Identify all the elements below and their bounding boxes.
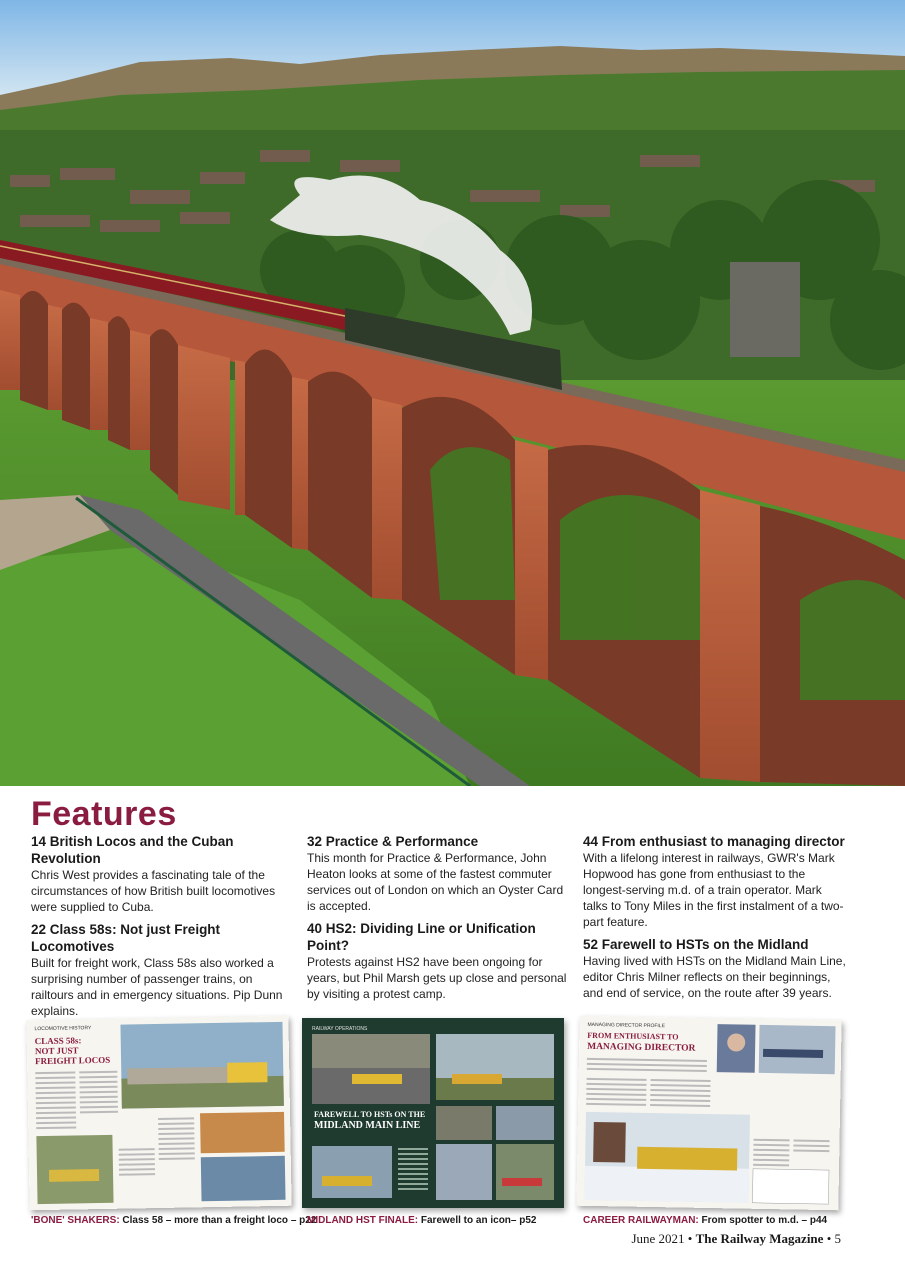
spread-kicker: RAILWAY OPERATIONS [312, 1026, 368, 1032]
spread-headline: MANAGING DIRECTOR [587, 1041, 696, 1054]
spread-photo [200, 1112, 285, 1153]
spread-kicker: MANAGING DIRECTOR PROFILE [587, 1021, 665, 1030]
thumbnail-hst-spread[interactable] [302, 1018, 564, 1208]
feature-item[interactable] [307, 833, 572, 914]
feature-heading: 22 Class 58s: Not just Freight Locomotives [31, 922, 221, 954]
feature-summary: This month for Practice & Performance, John Heaton looks at some of the fastest commuter services out of London on which an Oyster Card is accepted. [307, 851, 564, 913]
folio-separator: • [684, 1231, 696, 1246]
caption-highlight: MIDLAND HST FINALE: [307, 1215, 419, 1226]
spread-kicker: LOCOMOTIVE HISTORY [34, 1025, 92, 1033]
page-number: 5 [834, 1231, 841, 1246]
feature-heading: 14 British Locos and the Cuban Revolution [31, 834, 234, 866]
spread-photo [436, 1144, 492, 1200]
spread-headline: FROM ENTHUSIAST TO [587, 1030, 679, 1042]
spread-headline: MIDLAND MAIN LINE [314, 1120, 421, 1131]
caption-class58 [31, 1215, 316, 1226]
feature-item[interactable] [31, 833, 296, 915]
folio-separator: • [823, 1231, 835, 1246]
issue-date: June 2021 [631, 1231, 685, 1246]
spread-headline: FREIGHT LOCOS [34, 1054, 111, 1067]
caption-text: Class 58 – more than a freight loco – p22 [119, 1215, 317, 1226]
feature-item[interactable] [583, 833, 848, 930]
fact-box [752, 1169, 829, 1204]
feature-heading: 44 From enthusiast to managing director [583, 834, 845, 849]
spread-headline: NOT JUST [34, 1045, 79, 1057]
stone-tower [730, 262, 800, 357]
text-lines [398, 1148, 428, 1190]
feature-item[interactable] [583, 936, 848, 1001]
thumbnail-md-spread[interactable] [576, 1016, 841, 1211]
feature-summary: Built for freight work, Class 58s also worked a surprising number of passenger trains, on railtours and in emergency situations. Pip Dunn explains. [31, 956, 283, 1018]
thumbnail-class58-spread[interactable] [26, 1016, 291, 1211]
caption-highlight: 'BONE' SHAKERS: [31, 1215, 120, 1226]
page-folio [631, 1231, 841, 1247]
feature-summary: With a lifelong interest in railways, GWR's Mark Hopwood has gone from enthusiast to the longest-serving m.d. of a train operator. Mark talks to Tony Miles in the first instalment of a two-part feature. [583, 851, 844, 929]
spread-preview [302, 1018, 564, 1208]
feature-summary: Having lived with HSTs on the Midland Main Line, editor Chris Milner reflects on their beginnings, and end of service, on the route after 39 years. [583, 954, 846, 1000]
spread-preview [26, 1016, 291, 1211]
feature-heading: 32 Practice & Performance [307, 834, 479, 849]
feature-item[interactable] [31, 921, 296, 1019]
features-column-2 [307, 833, 572, 1008]
spread-photo [436, 1106, 492, 1140]
spread-photo [312, 1146, 392, 1198]
caption-md [583, 1215, 827, 1226]
feature-heading: 52 Farewell to HSTs on the Midland [583, 937, 809, 952]
caption-text: Farewell to an icon– p52 [418, 1215, 537, 1226]
feature-item[interactable] [307, 920, 572, 1002]
spread-headline: CLASS 58s: [34, 1035, 82, 1047]
feature-summary: Protests against HS2 have been ongoing for years, but Phil Marsh gets up close and personal by visiting a protest camp. [307, 955, 567, 1001]
spread-preview [576, 1016, 841, 1211]
features-heading: Features [31, 795, 177, 833]
spread-photo [496, 1144, 554, 1200]
features-column-3 [583, 833, 848, 1007]
features-column-1 [31, 833, 296, 1025]
caption-hst [307, 1215, 536, 1226]
caption-highlight: CAREER RAILWAYMAN: [583, 1215, 699, 1226]
feature-summary: Chris West provides a fascinating tale of the circumstances of how British built locomotives were supplied to Cuba. [31, 868, 276, 914]
spread-headline: FAREWELL TO HSTs ON THE [314, 1110, 426, 1119]
caption-text: From spotter to m.d. – p44 [698, 1215, 828, 1226]
feature-heading: 40 HS2: Dividing Line or Unification Point? [307, 921, 536, 953]
magazine-name: The Railway Magazine [695, 1231, 824, 1246]
spread-photo [201, 1156, 286, 1201]
spread-photo [496, 1106, 554, 1140]
